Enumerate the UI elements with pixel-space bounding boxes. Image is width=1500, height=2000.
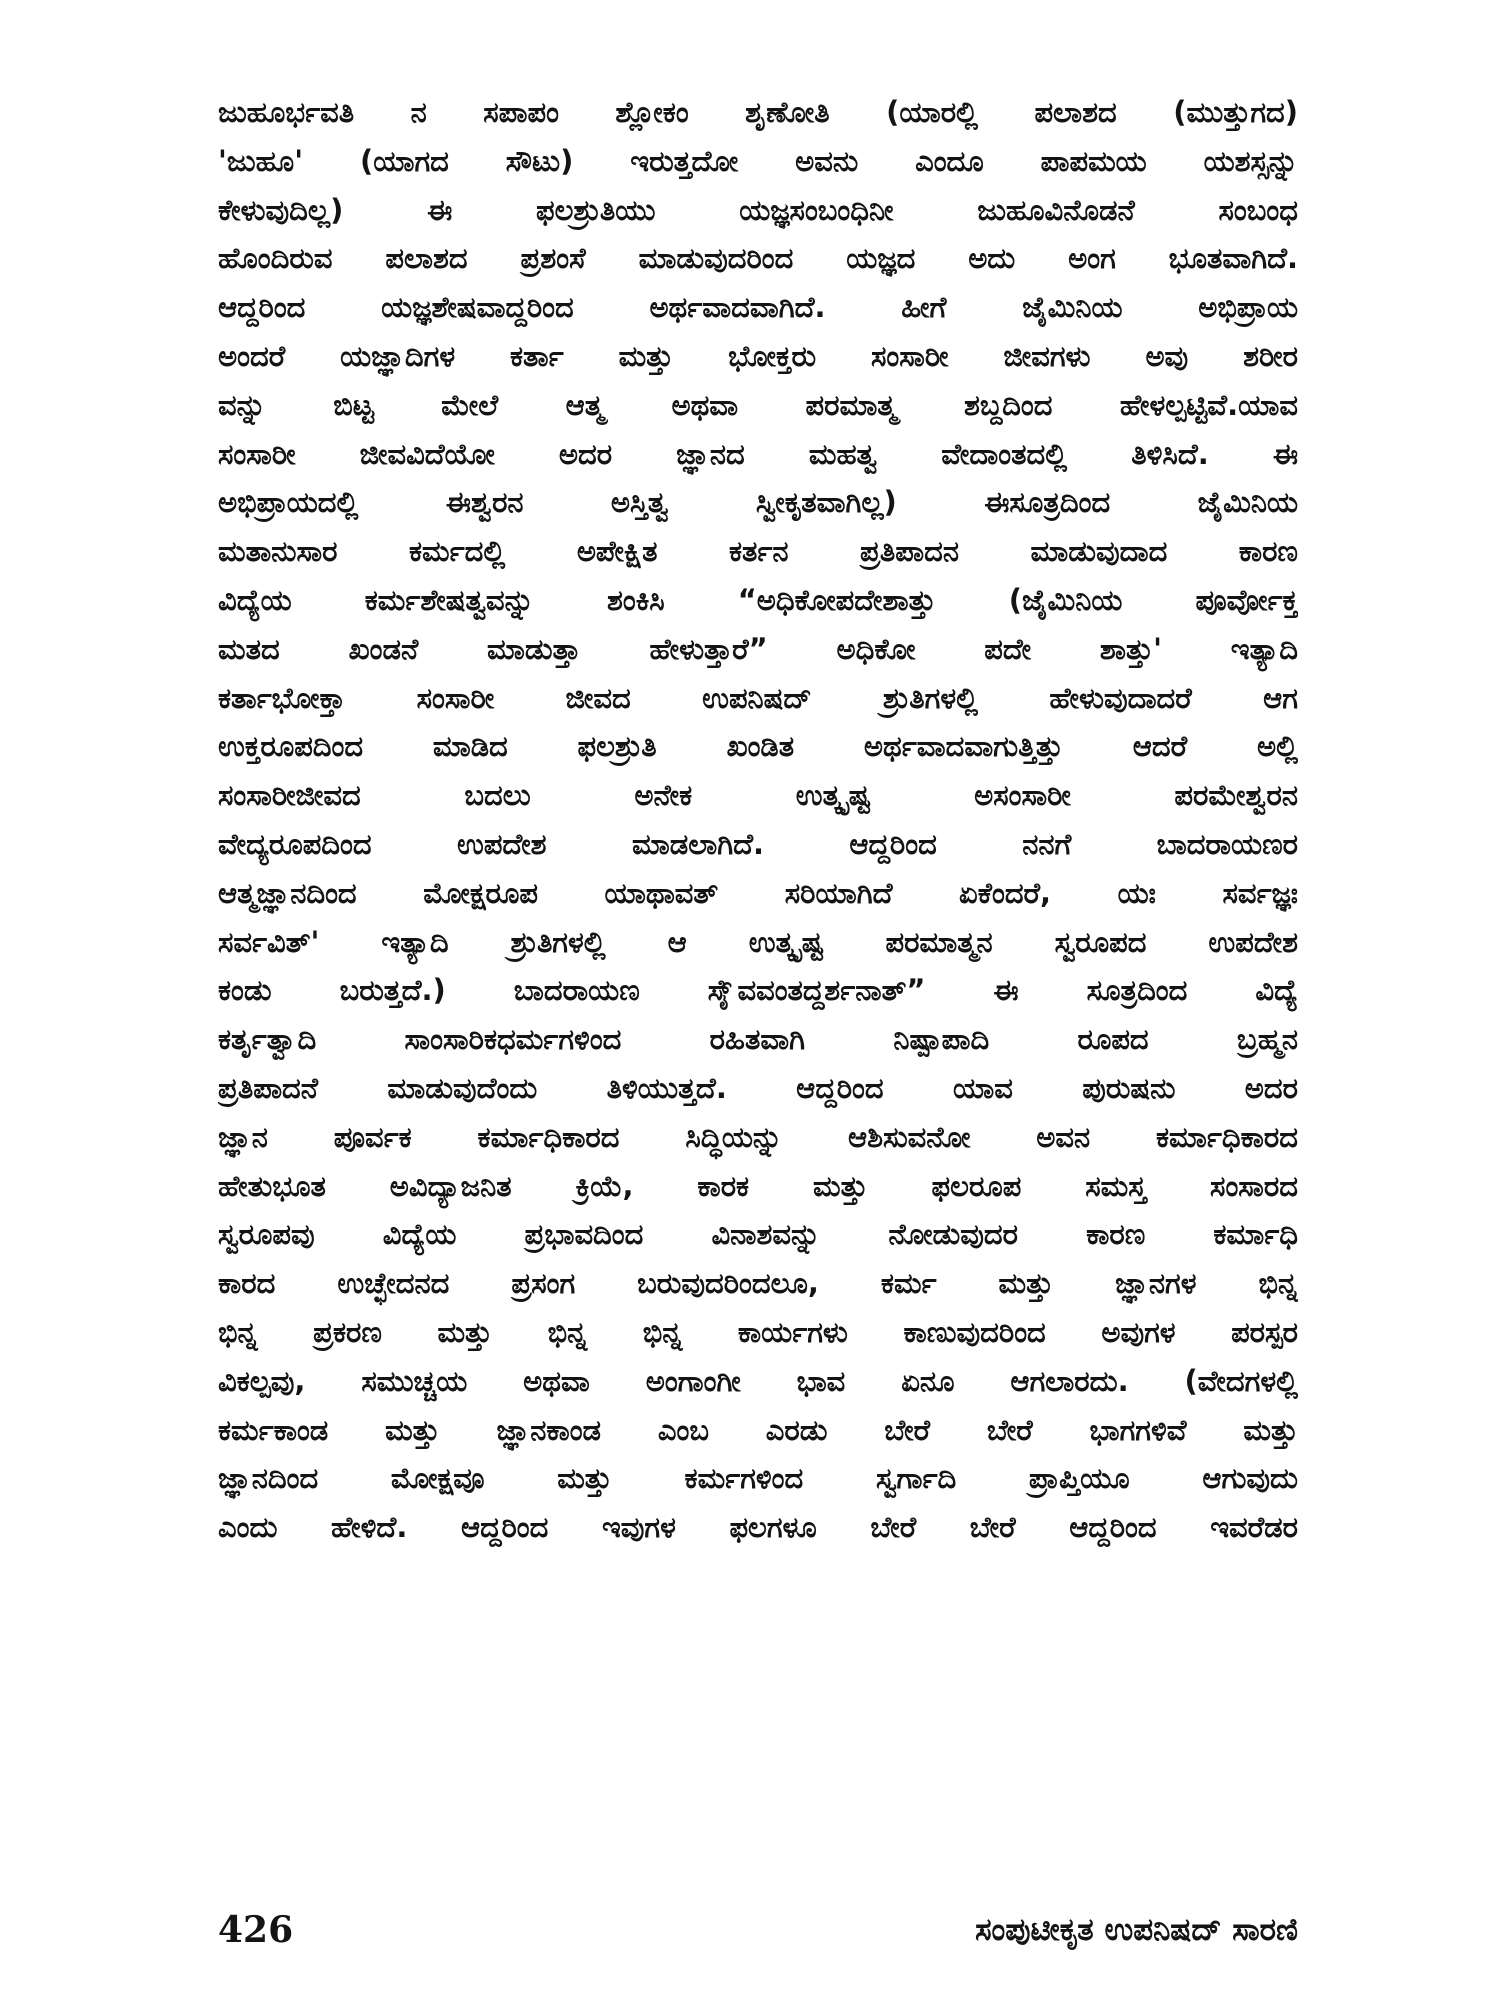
text-line: ಮತದ ಖಂಡನೆ ಮಾಡುತ್ತಾ ಹೇಳುತ್ತಾರೆ” ಅಧಿಕೋ ಪದೇ ಶಾತ್ತು' ಇತ್ಯಾದಿ — [218, 631, 1298, 666]
text-line: ಕೇಳುವುದಿಲ್ಲ) ಈ ಫಲಶ್ರುತಿಯು ಯಜ್ಞಸಂಬಂಧಿನೀ ಜುಹೂವಿನೊಡನೆ ಸಂಬಂಧ — [218, 192, 1298, 227]
text-line: ಸರ್ವವಿತ್' ಇತ್ಯಾದಿ ಶ್ರುತಿಗಳಲ್ಲಿ ಆ ಉತ್ಕೃಷ್ಟ ಪರಮಾತ್ಮನ ಸ್ವರೂಪದ ಉಪದೇಶ — [218, 924, 1298, 959]
text-line: ಎಂದು ಹೇಳಿದೆ. ಆದ್ದರಿಂದ ಇವುಗಳ ಫಲಗಳೂ ಬೇರೆ ಬೇರೆ ಆದ್ದರಿಂದ ಇವರೆಡರ — [218, 1510, 1298, 1545]
text-line: ಆದ್ದರಿಂದ ಯಜ್ಞಶೇಷವಾದ್ದರಿಂದ ಅರ್ಥವಾದವಾಗಿದೆ. ಹೀಗೆ ಜೈಮಿನಿಯ ಅಭಿಪ್ರಾಯ — [218, 290, 1298, 325]
text-line: ಹೇತುಭೂತ ಅವಿದ್ಯಾಜನಿತ ಕ್ರಿಯೆ, ಕಾರಕ ಮತ್ತು ಫಲರೂಪ ಸಮಸ್ತ ಸಂಸಾರದ — [218, 1168, 1298, 1203]
text-line: ಹೊಂದಿರುವ ಪಲಾಶದ ಪ್ರಶಂಸೆ ಮಾಡುವುದರಿಂದ ಯಜ್ಞದ ಅದು ಅಂಗ ಭೂತವಾಗಿದೆ. — [218, 241, 1298, 276]
text-line: ವನ್ನು ಬಿಟ್ಟ ಮೇಲೆ ಆತ್ಮ ಅಥವಾ ಪರಮಾತ್ಮ ಶಬ್ದದಿಂದ ಹೇಳಲ್ಪಟ್ಟಿವೆ.ಯಾವ — [218, 387, 1298, 422]
book-title: ಸಂಪುಟೀಕೃತ ಉಪನಿಷದ್ ಸಾರಣಿ — [975, 1912, 1298, 1948]
text-line: ಜ್ಞಾನ ಪೂರ್ವಕ ಕರ್ಮಾಧಿಕಾರದ ಸಿದ್ಧಿಯನ್ನು ಆಶಿಸುವನೋ ಅವನ ಕರ್ಮಾಧಿಕಾರದ — [218, 1119, 1298, 1154]
page-number: 426 — [218, 1909, 294, 1951]
text-line: ವಿದ್ಯೆಯ ಕರ್ಮಶೇಷತ್ವವನ್ನು ಶಂಕಿಸಿ “ಅಧಿಕೋಪದೇಶಾತ್ತು (ಜೈಮಿನಿಯ ಪೂರ್ವೋಕ್ತ — [218, 582, 1298, 617]
text-line: ಭಿನ್ನ ಪ್ರಕರಣ ಮತ್ತು ಭಿನ್ನ ಭಿನ್ನ ಕಾರ್ಯಗಳು ಕಾಣುವುದರಿಂದ ಅವುಗಳ ಪರಸ್ಪರ — [218, 1314, 1298, 1349]
text-line: ಜ್ಞಾನದಿಂದ ಮೋಕ್ಷವೂ ಮತ್ತು ಕರ್ಮಗಳಿಂದ ಸ್ವರ್ಗಾದಿ ಪ್ರಾಪ್ತಿಯೂ ಆಗುವುದು — [218, 1461, 1298, 1496]
text-line: ಉಕ್ತರೂಪದಿಂದ ಮಾಡಿದ ಫಲಶ್ರುತಿ ಖಂಡಿತ ಅರ್ಥವಾದವಾಗುತ್ತಿತ್ತು ಆದರೆ ಅಲ್ಲಿ — [218, 729, 1298, 764]
text-line: ಸ್ವರೂಪವು ವಿದ್ಯೆಯ ಪ್ರಭಾವದಿಂದ ವಿನಾಶವನ್ನು ನೋಡುವುದರ ಕಾರಣ ಕರ್ಮಾಧಿ — [218, 1217, 1298, 1252]
text-line: ಕಂಡು ಬರುತ್ತದೆ.) ಬಾದರಾಯಣ ಸೈ್ವವಂತದ್ದರ್ಶನಾತ್” ಈ ಸೂತ್ರದಿಂದ ವಿದ್ಯೆ — [218, 973, 1298, 1008]
text-line: ಅಂದರೆ ಯಜ್ಞಾದಿಗಳ ಕರ್ತಾ ಮತ್ತು ಭೋಕ್ತರು ಸಂಸಾರೀ ಜೀವಗಳು ಅವು ಶರೀರ — [218, 338, 1298, 373]
body-text — [218, 88, 1298, 1552]
text-line: ಕರ್ತೃತ್ವಾದಿ ಸಾಂಸಾರಿಕಧರ್ಮಗಳಿಂದ ರಹಿತವಾಗಿ ನಿಷ್ಪಾಪಾದಿ ರೂಪದ ಬ್ರಹ್ಮನ — [218, 1022, 1298, 1057]
text-line: ಜುಹೂರ್ಭವತಿ ನ ಸಪಾಪಂ ಶ್ಲೋಕಂ ಶೃಣೋತಿ (ಯಾರಲ್ಲಿ ಪಲಾಶದ (ಮುತ್ತುಗದ) — [218, 95, 1298, 129]
text-line: ಅಭಿಪ್ರಾಯದಲ್ಲಿ ಈಶ್ವರನ ಅಸ್ತಿತ್ವ ಸ್ವೀಕೃತವಾಗಿಲ್ಲ) ಈಸೂತ್ರದಿಂದ ಜೈಮಿನಿಯ — [218, 485, 1298, 520]
text-line: ಸಂಸಾರೀಜೀವದ ಬದಲು ಅನೇಕ ಉತ್ಕೃಷ್ಟ ಅಸಂಸಾರೀ ಪರಮೇಶ್ವರನ — [218, 778, 1298, 813]
page-footer — [218, 1900, 1298, 1960]
text-line: ಕರ್ಮಕಾಂಡ ಮತ್ತು ಜ್ಞಾನಕಾಂಡ ಎಂಬ ಎರಡು ಬೇರೆ ಬೇರೆ ಭಾಗಗಳಿವೆ ಮತ್ತು — [218, 1412, 1298, 1447]
text-line: ಆತ್ಮಜ್ಞಾನದಿಂದ ಮೋಕ್ಷರೂಪ ಯಾಥಾವತ್ ಸರಿಯಾಗಿದೆ ಏಕೆಂದರೆ, ಯಃ ಸರ್ವಜ್ಞಃ — [218, 875, 1298, 910]
text-line: ಕರ್ತಾಭೋಕ್ತಾ ಸಂಸಾರೀ ಜೀವದ ಉಪನಿಷದ್ ಶ್ರುತಿಗಳಲ್ಲಿ ಹೇಳುವುದಾದರೆ ಆಗ — [218, 680, 1298, 715]
text-line: ವಿಕಲ್ಪವು, ಸಮುಚ್ಚಯ ಅಥವಾ ಅಂಗಾಂಗೀ ಭಾವ ಏನೂ ಆಗಲಾರದು. (ವೇದಗಳಲ್ಲಿ — [218, 1363, 1298, 1398]
text-line: ಮತಾನುಸಾರ ಕರ್ಮದಲ್ಲಿ ಅಪೇಕ್ಷಿತ ಕರ್ತನ ಪ್ರತಿಪಾದನ ಮಾಡುವುದಾದ ಕಾರಣ — [218, 534, 1298, 569]
text-line: ಪ್ರತಿಪಾದನೆ ಮಾಡುವುದೆಂದು ತಿಳಿಯುತ್ತದೆ. ಆದ್ದರಿಂದ ಯಾವ ಪುರುಷನು ಅದರ — [218, 1070, 1298, 1105]
text-line: ಸಂಸಾರೀ ಜೀವವಿದೆಯೋ ಅದರ ಜ್ಞಾನದ ಮಹತ್ವ ವೇದಾಂತದಲ್ಲಿ ತಿಳಿಸಿದೆ. ಈ — [218, 436, 1298, 471]
text-line: 'ಜುಹೂ' (ಯಾಗದ ಸೌಟು) ಇರುತ್ತದೋ ಅವನು ಎಂದೂ ಪಾಪಮಯ ಯಶಸ್ಸನ್ನು — [218, 143, 1298, 178]
text-line: ಕಾರದ ಉಚ್ಛೇದನದ ಪ್ರಸಂಗ ಬರುವುದರಿಂದಲೂ, ಕರ್ಮ ಮತ್ತು ಜ್ಞಾನಗಳ ಭಿನ್ನ — [218, 1266, 1298, 1301]
text-line: ವೇದ್ಯರೂಪದಿಂದ ಉಪದೇಶ ಮಾಡಲಾಗಿದೆ. ಆದ್ದರಿಂದ ನನಗೆ ಬಾದರಾಯಣರ — [218, 826, 1298, 861]
